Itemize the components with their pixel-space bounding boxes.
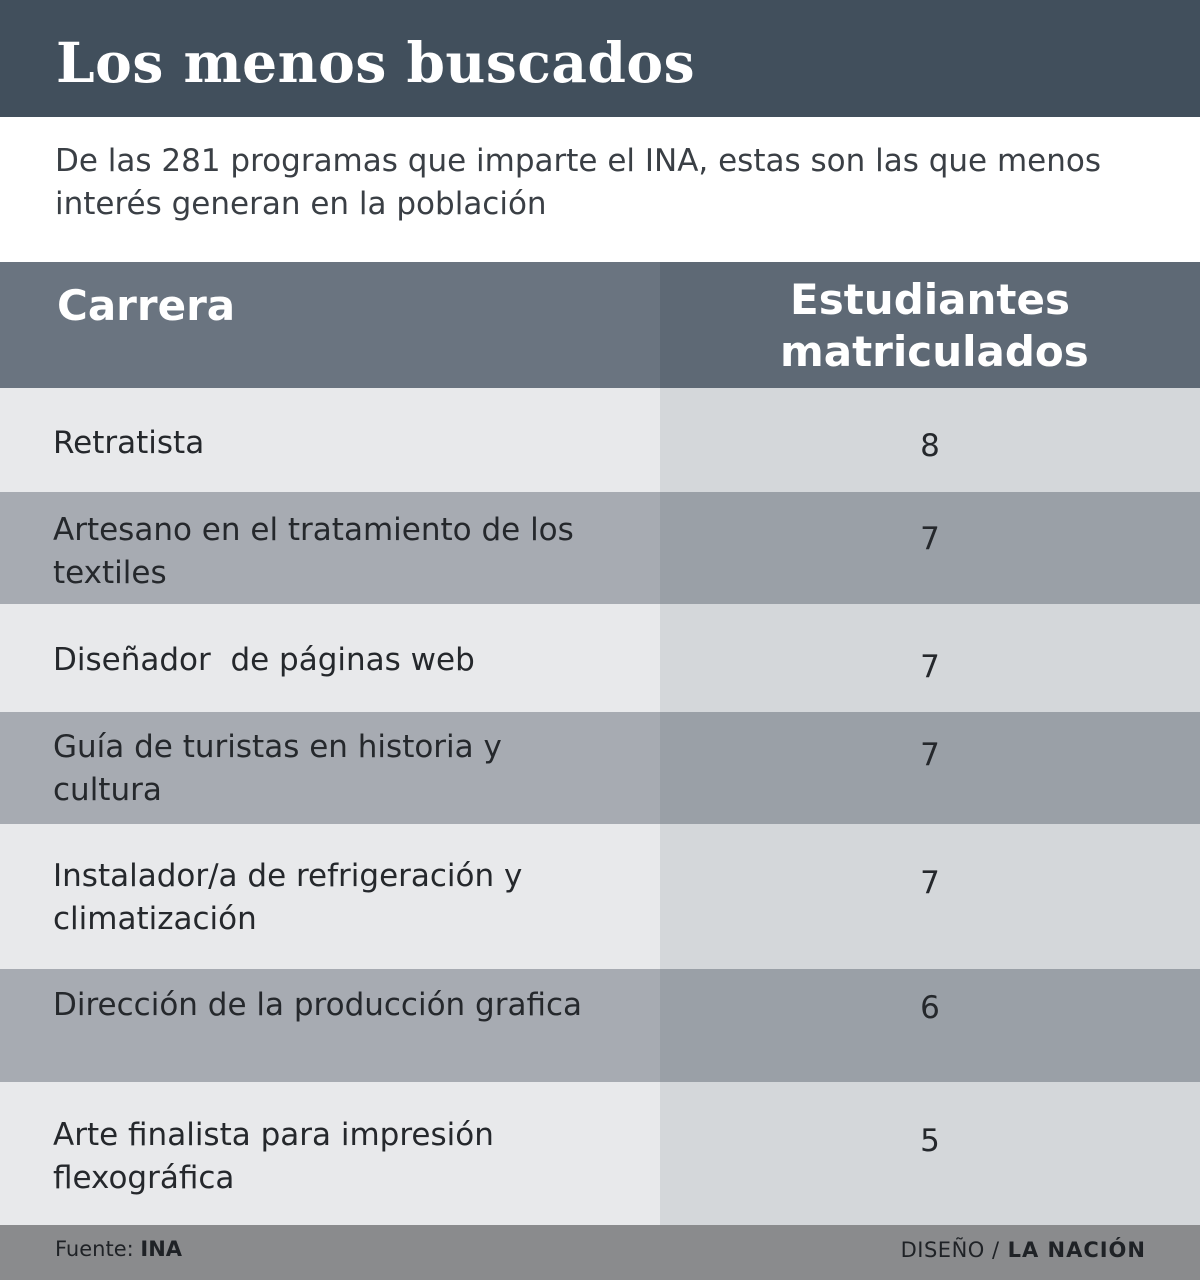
- row-carrera: Diseñador de páginas web: [53, 642, 475, 678]
- source-label: Fuente:: [55, 1237, 134, 1261]
- footer-bar: [0, 1225, 1200, 1280]
- table-header-row: [0, 262, 1200, 388]
- source-note: [55, 1237, 182, 1261]
- row-estudiantes: 7: [920, 521, 940, 557]
- design-credit: [901, 1238, 1146, 1262]
- header-cell-carrera: [0, 262, 660, 388]
- credit-label: DISEÑO /: [900, 1238, 1000, 1262]
- row-carrera: Instalador/a de refrigeración y climatización: [53, 858, 533, 937]
- subtitle: De las 281 programas que imparte el INA, estas son las que menos interés generan en la población: [55, 143, 1102, 222]
- title-bar: [0, 0, 1200, 117]
- row-carrera: Guía de turistas en historia y cultura: [53, 729, 512, 808]
- row-estudiantes: 6: [920, 990, 940, 1026]
- column-header-carrera: Carrera: [57, 281, 236, 330]
- data-table: [0, 262, 1200, 1225]
- table-row: [0, 969, 1200, 1082]
- table-row: [0, 492, 1200, 604]
- table-row: [0, 604, 1200, 712]
- header-cell-estudiantes: [660, 262, 1200, 388]
- row-carrera: Artesano en el tratamiento de los textiles: [53, 512, 584, 591]
- brand-name: LA NACIÓN: [1007, 1238, 1146, 1262]
- row-estudiantes: 8: [920, 428, 940, 464]
- column-header-estudiantes: Estudiantes matriculados: [780, 275, 1089, 376]
- row-estudiantes: 5: [920, 1123, 940, 1159]
- row-carrera: Dirección de la producción grafica: [53, 987, 583, 1023]
- row-estudiantes: 7: [920, 865, 940, 901]
- table-row: [0, 824, 1200, 969]
- row-estudiantes: 7: [920, 649, 940, 685]
- source-value: INA: [140, 1237, 183, 1261]
- row-carrera: Arte finalista para impresión flexográfica: [53, 1117, 504, 1196]
- table-row: [0, 388, 1200, 492]
- row-estudiantes: 7: [920, 737, 940, 773]
- table-row: [0, 1082, 1200, 1225]
- page-title: Los menos buscados: [56, 30, 696, 95]
- table-row: [0, 712, 1200, 824]
- row-carrera: Retratista: [53, 425, 205, 461]
